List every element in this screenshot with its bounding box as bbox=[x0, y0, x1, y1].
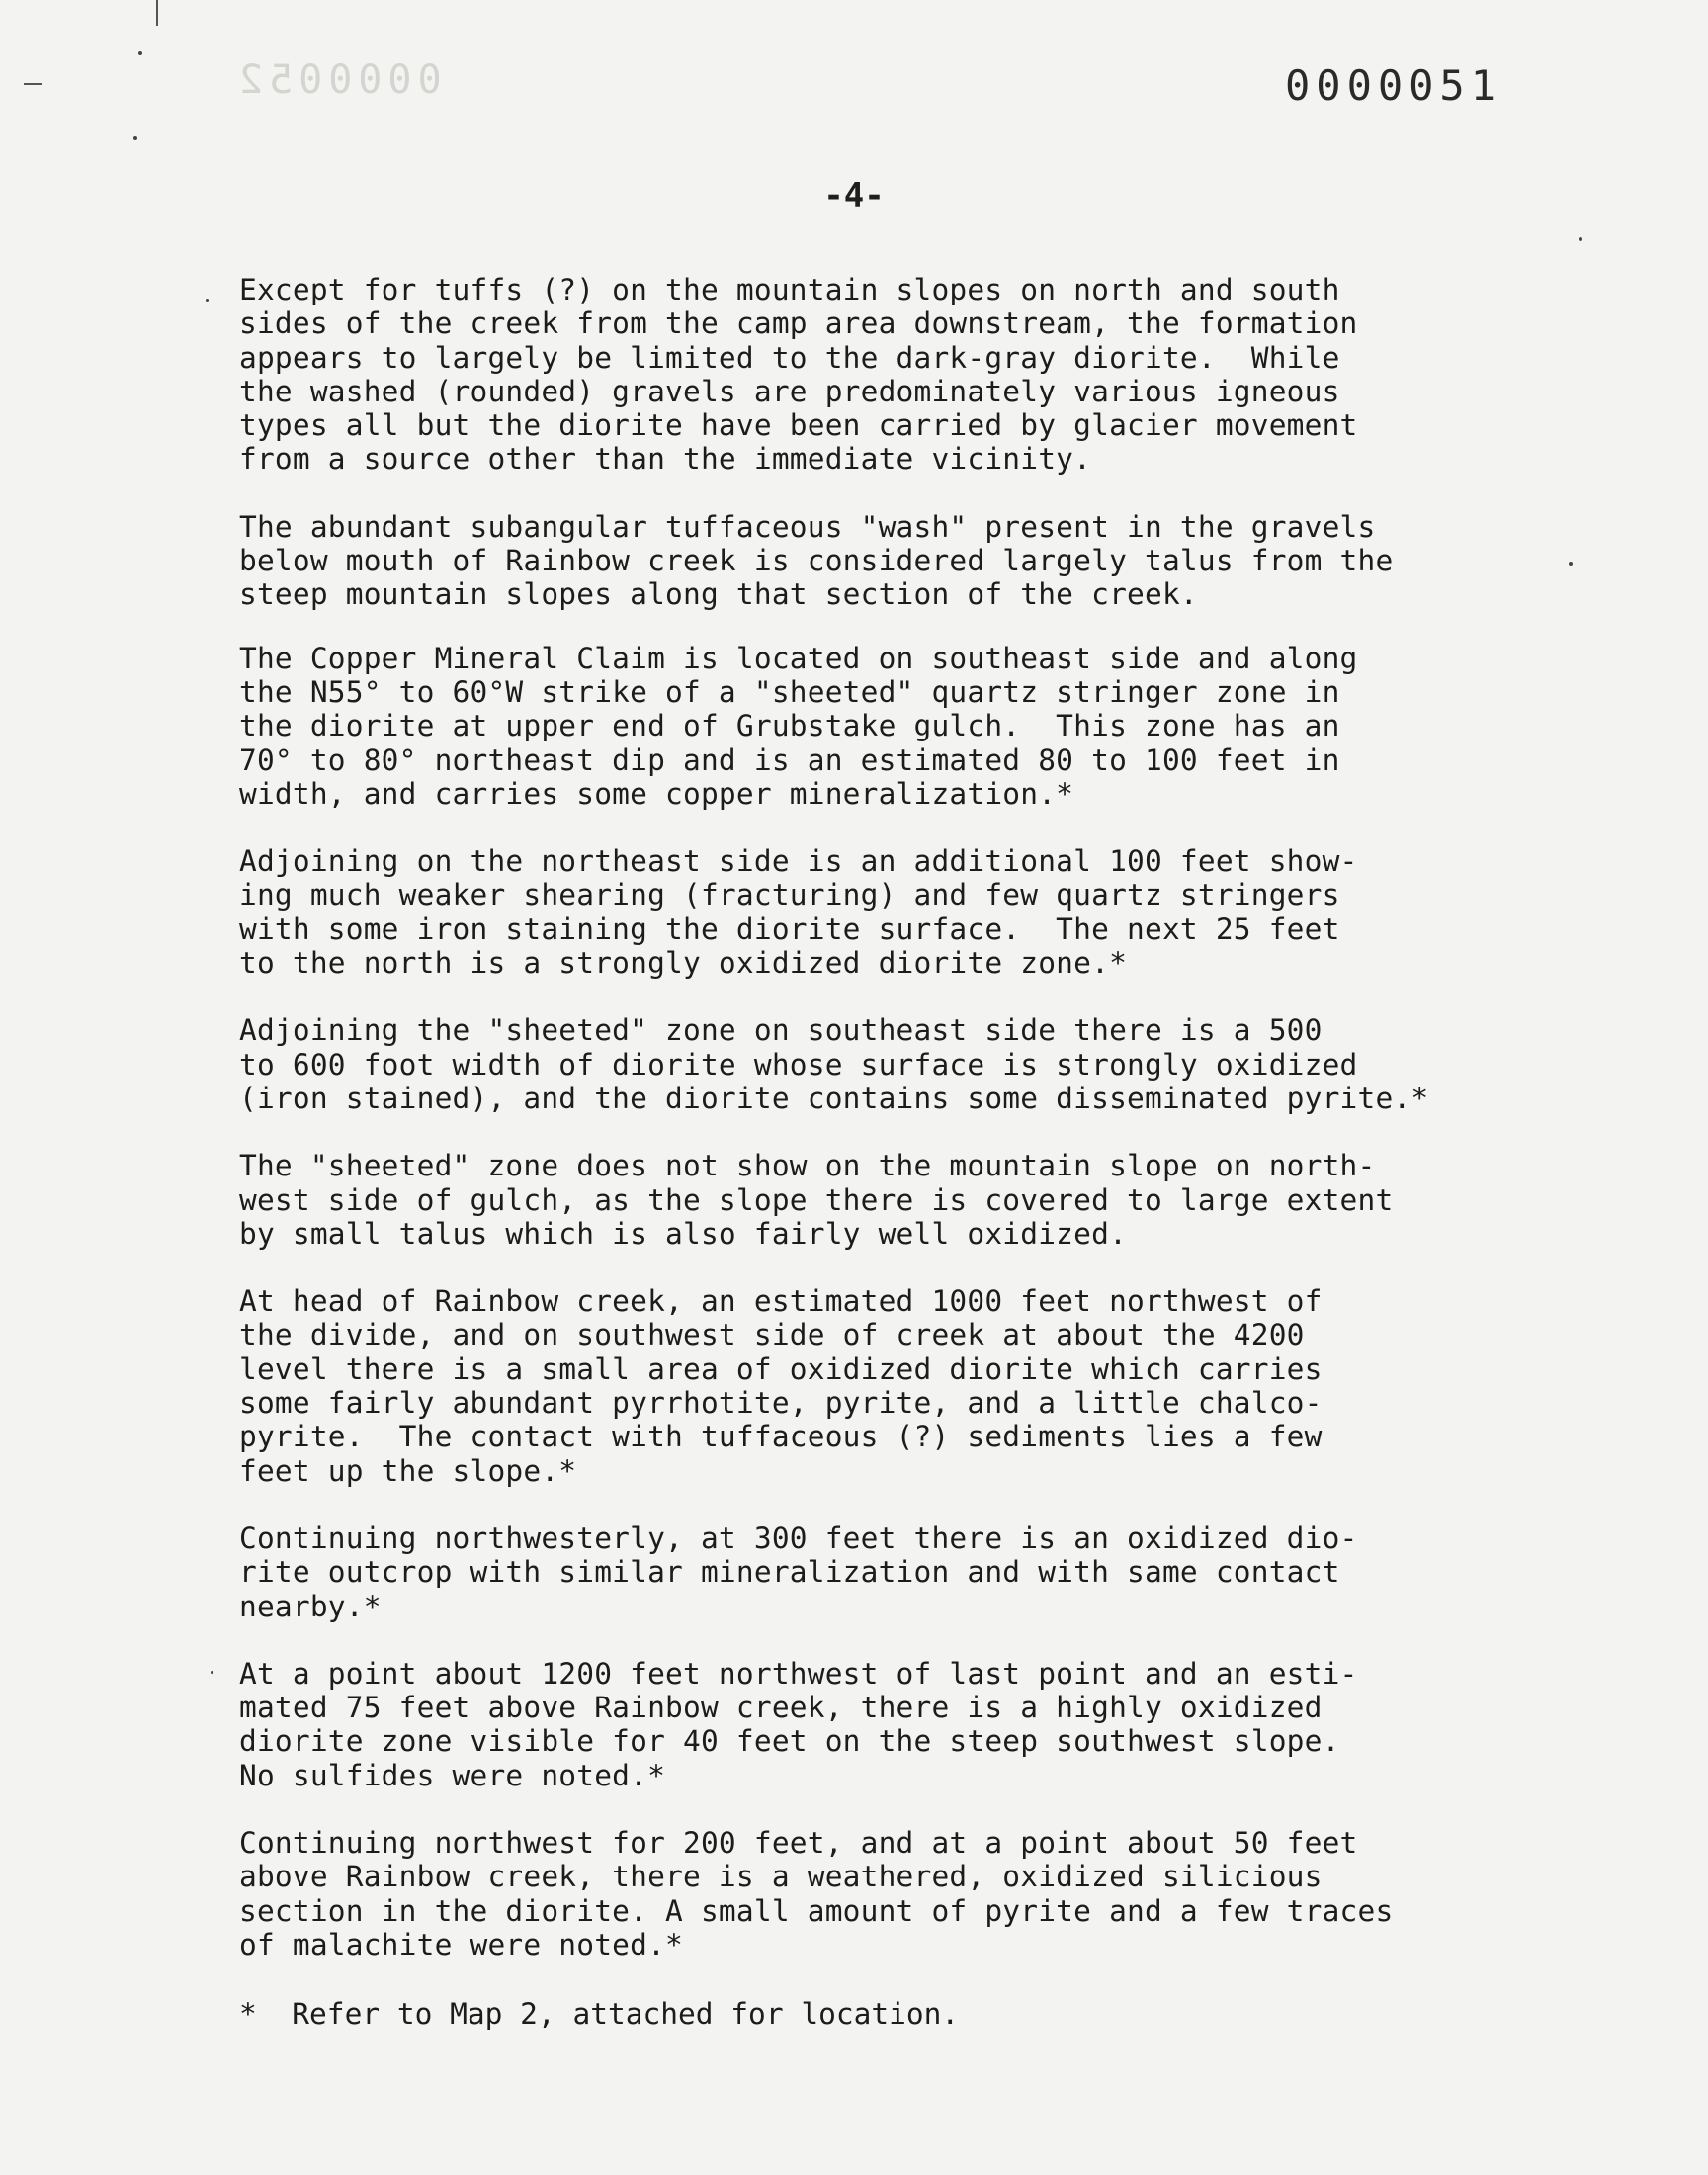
paragraph-10: Continuing northwest for 200 feet, and at a point about 50 feet above Rainbow creek, there is a weathered, oxidized silicious section in the diorite. A small amount of pyrite and a few traces of malachite were noted.* bbox=[239, 1825, 1394, 1961]
footnote: * Refer to Map 2, attached for location. bbox=[239, 1997, 960, 2032]
paragraph-4: Adjoining on the northeast side is an additional 100 feet show- ing much weaker shearing (fracturing) and few quartz stringers with some iron staining the diorite surface. The next 25 feet to the north is a strongly oxidized diorite zone.* bbox=[239, 844, 1358, 981]
scan-edge-mark bbox=[24, 83, 42, 85]
scan-speck bbox=[211, 1671, 214, 1674]
scan-speck bbox=[138, 51, 142, 55]
document-number: 0000051 bbox=[1285, 61, 1502, 110]
scan-speck bbox=[206, 299, 209, 302]
paragraph-6: The "sheeted" zone does not show on the mountain slope on north- west side of gulch, as the slope there is covered to large extent by small talus which is also fairly well oxidized. bbox=[239, 1149, 1394, 1251]
paragraph-1: Except for tuffs (?) on the mountain slopes on north and south sides of the creek from the camp area downstream, the formation appears to largely be limited to the dark-gray diorite. While the washed (rounded) gravels are predominately various igneous types all but the diorite have been carried by glacier movement from a source other than the immediate vicinity. bbox=[239, 273, 1358, 477]
paragraph-9: At a point about 1200 feet northwest of last point and an esti- mated 75 feet above Rainbow creek, there is a highly oxidized diorite zone visible for 40 feet on the steep southwest slope. No sulfides were noted.* bbox=[239, 1656, 1358, 1792]
scan-edge-mark bbox=[156, 0, 158, 26]
paragraph-8: Continuing northwesterly, at 300 feet there is an oxidized dio- rite outcrop with similar mineralization and with same contact nearby.* bbox=[239, 1521, 1358, 1623]
bleed-through-number: 0000052 bbox=[233, 57, 442, 103]
scan-speck bbox=[133, 136, 137, 140]
paragraph-2: The abundant subangular tuffaceous "wash" present in the gravels below mouth of Rainbow creek is considered largely talus from the steep mountain slopes along that section of the creek. bbox=[239, 509, 1394, 612]
paragraph-7: At head of Rainbow creek, an estimated 1000 feet northwest of the divide, and on southwest side of creek at about the 4200 level there is a small area of oxidized diorite which carries some fairly abundant pyrrhotite, pyrite, and a little chalco- pyrite. The contact with tuffaceous (?) sediments lies a few feet up the slope.* bbox=[239, 1284, 1323, 1488]
paragraph-5: Adjoining the "sheeted" zone on southeast side there is a 500 to 600 foot width of diorite whose surface is strongly oxidized (iron stained), and the diorite contains some disseminated pyrite.* bbox=[239, 1013, 1429, 1115]
page-number: -4- bbox=[823, 176, 885, 216]
paragraph-3: The Copper Mineral Claim is located on southeast side and along the N55° to 60°W strike of a "sheeted" quartz stringer zone in the diorite at upper end of Grubstake gulch. This zone has an 70° to 80° northeast dip and is an estimated 80 to 100 feet in width, and carries some copper mineralization.* bbox=[239, 641, 1358, 811]
scan-speck bbox=[1579, 237, 1582, 241]
body-text bbox=[239, 273, 1583, 2031]
